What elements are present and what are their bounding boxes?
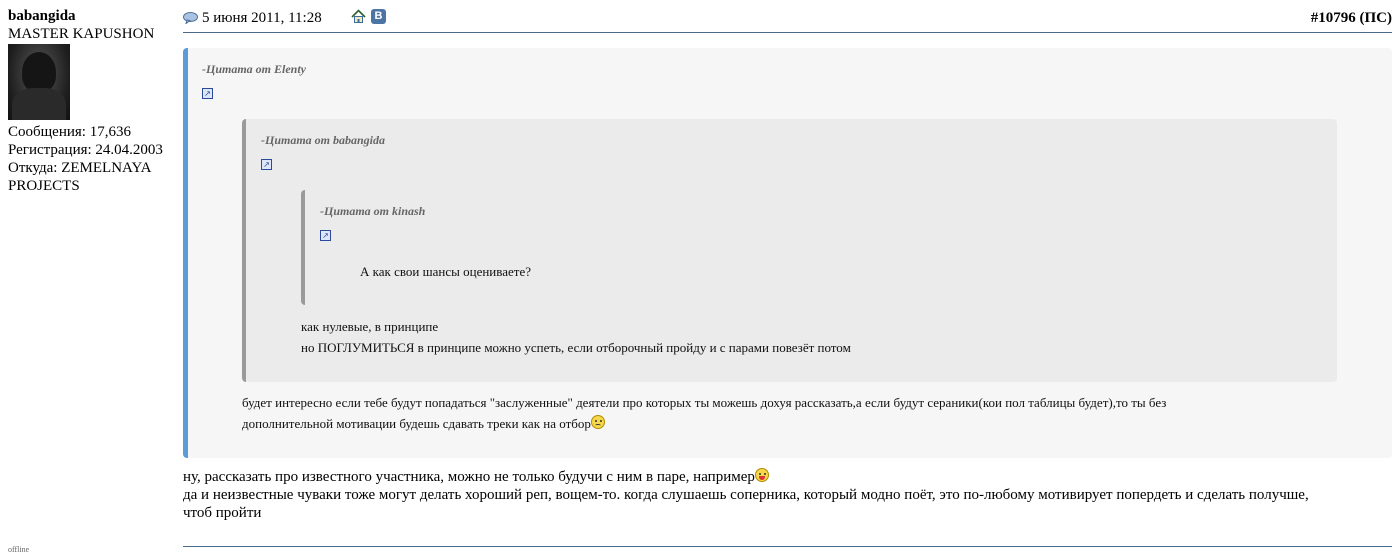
tongue-smiley-icon [755, 468, 769, 482]
post-number-prefix: # [1310, 10, 1319, 26]
sad-smiley-icon [591, 415, 605, 429]
quote-middle-line2: но ПОГЛУМИТЬСЯ в принципе можно успеть, если отборочный пройду и с парами повезёт потом [301, 340, 851, 355]
post-message-line2: да и неизвестные чуваки тоже могут делать хороший реп, вощем-то. когда слушаешь соперника, который модно поёт, это по-любому мотивирует попердеть и сделать получше, [183, 487, 1309, 503]
post-header [183, 8, 1392, 33]
post-number[interactable] [1311, 10, 1392, 27]
post-suffix: (ПС) [1359, 10, 1392, 26]
quote-middle-author: -Цитата от babangida [261, 133, 386, 147]
user-title: MASTER KAPUSHON [8, 26, 155, 42]
jump-to-post-icon[interactable]: ↗ [261, 159, 272, 170]
user-location [8, 159, 178, 195]
user-location-line2: PROJECTS [8, 178, 80, 194]
quote-outer-line1: будет интересно если тебе будут попадаться "заслуженные" деятели про которых ты можешь дохуя рассказать,а если будут сераники(кои пол таблицы будет),то ты без [242, 395, 1167, 410]
post-divider [183, 546, 1392, 547]
post-message-line1: ну, рассказать про известного участника, можно не только будучи с ним в паре, например [183, 469, 755, 485]
quote-outer-text [242, 392, 1362, 434]
post-message-line3: чтоб пройти [183, 505, 262, 521]
user-messages: Сообщения: 17,636 [8, 124, 131, 140]
post-number-value: 10796 [1318, 10, 1356, 26]
home-icon[interactable] [351, 9, 366, 29]
vk-icon[interactable]: В [371, 9, 386, 24]
post-date: 5 июня 2011, 11:28 [202, 10, 322, 26]
quote-inner-text: А как свои шансы оцениваете? [360, 264, 531, 279]
online-status: offline [8, 545, 30, 554]
quote-middle-text [301, 316, 851, 358]
jump-to-post-icon[interactable]: ↗ [320, 230, 331, 241]
user-registration: Регистрация: 24.04.2003 [8, 142, 163, 158]
avatar[interactable] [8, 44, 70, 120]
quote-middle-line1: как нулевые, в принципе [301, 319, 439, 334]
post-message [183, 468, 1393, 522]
user-info [8, 7, 178, 195]
username[interactable]: babangida [8, 8, 76, 24]
quote-inner [301, 190, 1337, 305]
comment-bubble-icon[interactable] [183, 12, 198, 29]
jump-to-post-icon[interactable]: ↗ [202, 88, 213, 99]
quote-inner-author: -Цитата от kinash [320, 204, 426, 218]
quote-outer-author: -Цитата от Elenty [202, 62, 307, 76]
quote-outer-line2: дополнительной мотивации будешь сдавать треки как на отбор [242, 416, 591, 431]
user-location-line1: Откуда: ZEMELNAYA [8, 160, 152, 176]
